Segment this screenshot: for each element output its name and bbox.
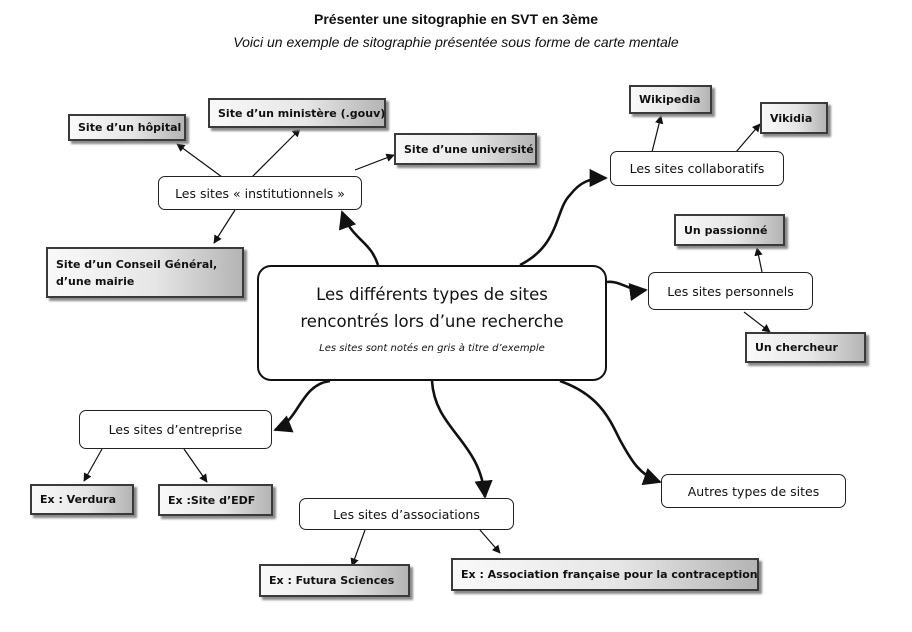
example-contraception: Ex : Association française pour la contraception: [451, 558, 759, 591]
example-ministere: Site d’un ministère (.gouv): [208, 98, 386, 128]
edge-contraception: [480, 530, 500, 553]
example-hopital: Site d’un hôpital: [68, 114, 186, 141]
category-personnels: Les sites personnels: [648, 272, 813, 310]
example-futura: Ex : Futura Sciences: [259, 564, 410, 597]
branch-associations: [432, 381, 485, 497]
category-institutionnels: Les sites « institutionnels »: [158, 176, 362, 210]
edge-universite: [355, 155, 394, 170]
branch-personnels: [607, 282, 646, 290]
central-topic-line2: rencontrés lors d’une recherche: [300, 312, 564, 331]
page-title: Présenter une sitographie en SVT en 3ème: [314, 11, 598, 27]
example-conseil-line2: d’une mairie: [56, 274, 135, 288]
central-topic: [257, 265, 607, 381]
example-vikidia: Vikidia: [760, 102, 828, 134]
example-edf: Ex :Site d’EDF: [158, 484, 273, 516]
edge-futura: [352, 530, 365, 566]
central-topic-line1: Les différents types de sites: [316, 285, 548, 304]
category-autres: Autres types de sites: [661, 474, 846, 508]
edge-ministere: [252, 129, 300, 177]
category-associations: Les sites d’associations: [299, 498, 514, 530]
edge-edf: [184, 449, 207, 482]
branch-institutionnels: [342, 212, 378, 265]
edge-chercheur: [744, 312, 770, 332]
edge-hopital: [177, 144, 222, 177]
example-conseil-line1: Site d’un Conseil Général,: [56, 257, 218, 271]
example-conseil: [46, 247, 244, 298]
category-collaboratifs: Les sites collaboratifs: [610, 151, 784, 186]
central-topic-note: Les sites sont notés en gris à titre d’exemple: [319, 343, 545, 354]
page-subtitle: Voici un exemple de sitographie présentée sous forme de carte mentale: [233, 34, 679, 50]
edge-conseil: [214, 210, 235, 243]
branch-entreprise: [275, 381, 330, 430]
example-wikipedia: Wikipedia: [629, 85, 712, 114]
edge-vikidia: [736, 124, 760, 152]
example-passionne: Un passionné: [674, 214, 785, 246]
branch-autres: [560, 381, 660, 482]
edge-passionne: [757, 248, 762, 272]
example-verdura: Ex : Verdura: [30, 484, 134, 515]
category-entreprise: Les sites d’entreprise: [79, 410, 272, 449]
example-universite: Site d’une université: [394, 133, 537, 165]
example-chercheur: Un chercheur: [745, 332, 866, 363]
edge-verdura: [84, 449, 102, 481]
branch-collaboratifs: [520, 178, 606, 265]
edge-wikipedia: [652, 116, 661, 152]
